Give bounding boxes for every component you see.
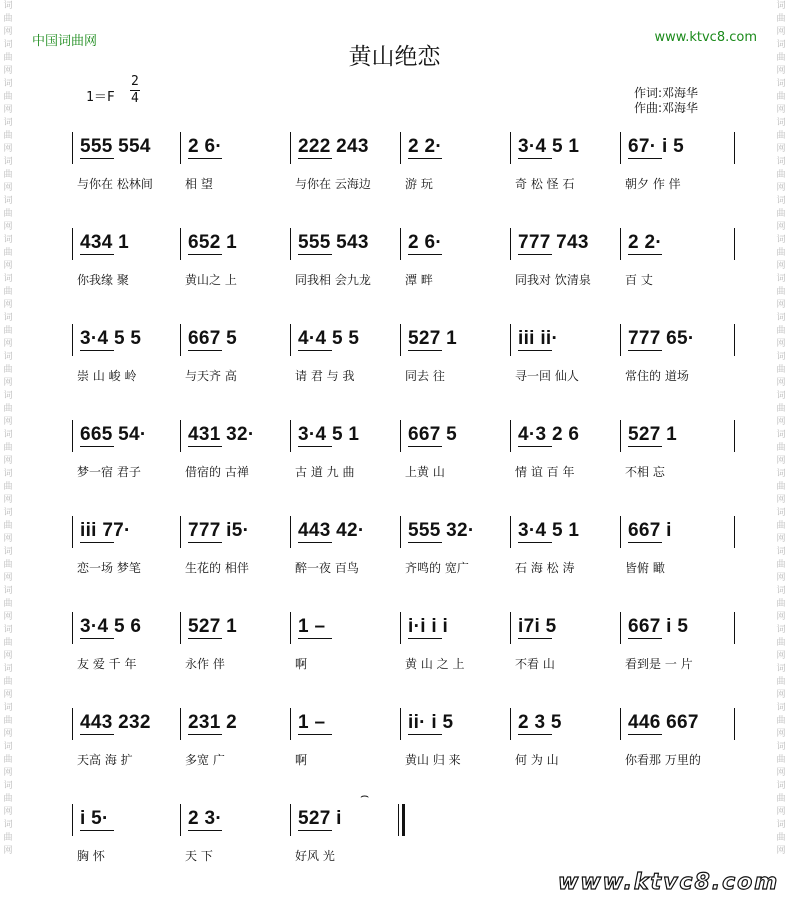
watermark-right: 词曲网词曲网词曲网词曲网词曲网词曲网词曲网词曲网词曲网词曲网词曲网词曲网词曲网词曲网词曲网词曲网词曲网词曲网词曲网词曲网词曲网词曲网 bbox=[776, 1, 786, 856]
barline bbox=[400, 612, 401, 644]
measure-lyrics: 奇 松 怪 石 bbox=[515, 177, 575, 191]
measure-notes: 665 54· bbox=[80, 424, 147, 445]
measure-lyrics: 天高 海 扩 bbox=[77, 753, 133, 767]
beam-underline bbox=[518, 542, 552, 543]
measure-notes: 2 3· bbox=[188, 808, 222, 829]
barline bbox=[290, 612, 291, 644]
measure-lyrics: 与你在 云海边 bbox=[295, 177, 371, 191]
barline bbox=[734, 228, 735, 260]
beam-underline bbox=[188, 446, 222, 447]
measure-lyrics: 不看 山 bbox=[515, 657, 555, 671]
barline bbox=[400, 228, 401, 260]
barline bbox=[180, 228, 181, 260]
barline bbox=[510, 228, 511, 260]
barline bbox=[398, 804, 399, 836]
final-barline bbox=[402, 804, 405, 836]
measure-notes: 667 5 bbox=[188, 328, 238, 349]
measure-lyrics: 潭 畔 bbox=[405, 273, 433, 287]
barline bbox=[734, 708, 735, 740]
staff-row bbox=[0, 418, 789, 488]
measure-notes: 443 232 bbox=[80, 712, 151, 733]
measure-notes: 555 32· bbox=[408, 520, 475, 541]
barline bbox=[290, 420, 291, 452]
beam-underline bbox=[408, 446, 442, 447]
measure-notes: 777 65· bbox=[628, 328, 695, 349]
key-signature: 1＝F bbox=[86, 90, 115, 105]
measure-lyrics: 借宿的 古禅 bbox=[185, 465, 249, 479]
measure-notes: 443 42· bbox=[298, 520, 365, 541]
barline bbox=[400, 420, 401, 452]
measure-notes: 3·4 5 1 bbox=[298, 424, 360, 445]
barline bbox=[72, 708, 73, 740]
song-title: 黄山绝恋 bbox=[348, 44, 441, 70]
measure-notes: 2 3 5 bbox=[518, 712, 562, 733]
barline bbox=[734, 132, 735, 164]
barline bbox=[180, 420, 181, 452]
measure-lyrics: 崇 山 峻 岭 bbox=[77, 369, 137, 383]
measure-lyrics: 梦一宿 君子 bbox=[77, 465, 141, 479]
measure-lyrics: 同去 往 bbox=[405, 369, 445, 383]
measure-lyrics: 皆俯 瞰 bbox=[625, 561, 665, 575]
measure-lyrics: 胸 怀 bbox=[77, 849, 105, 863]
measure-notes: 1 – bbox=[298, 712, 326, 733]
barline bbox=[180, 324, 181, 356]
measure-notes: 555 554 bbox=[80, 136, 151, 157]
measure-lyrics: 寻一回 仙人 bbox=[515, 369, 579, 383]
measure-lyrics: 与你在 松林间 bbox=[77, 177, 153, 191]
barline bbox=[290, 804, 291, 836]
beam-underline bbox=[298, 734, 332, 735]
barline bbox=[180, 516, 181, 548]
barline bbox=[290, 516, 291, 548]
measure-notes: 527 1 bbox=[188, 616, 238, 637]
beam-underline bbox=[188, 734, 222, 735]
barline bbox=[400, 516, 401, 548]
beam-underline bbox=[298, 638, 332, 639]
barline bbox=[510, 324, 511, 356]
measure-lyrics: 天 下 bbox=[185, 849, 213, 863]
barline bbox=[734, 612, 735, 644]
beam-underline bbox=[408, 734, 442, 735]
measure-lyrics: 永作 伴 bbox=[185, 657, 225, 671]
barline bbox=[620, 324, 621, 356]
measure-lyrics: 黄 山 之 上 bbox=[405, 657, 465, 671]
measure-lyrics: 上黄 山 bbox=[405, 465, 445, 479]
beam-underline bbox=[298, 350, 332, 351]
barline bbox=[72, 804, 73, 836]
barline bbox=[180, 804, 181, 836]
staff-row bbox=[0, 514, 789, 584]
measure-lyrics: 生花的 相伴 bbox=[185, 561, 249, 575]
time-signature bbox=[130, 74, 140, 107]
measure-notes: iii 77· bbox=[80, 520, 131, 541]
composer-credit: 作曲:邓海华 bbox=[634, 101, 699, 115]
barline bbox=[510, 132, 511, 164]
beam-underline bbox=[408, 158, 442, 159]
measure-notes: 527 1 bbox=[628, 424, 678, 445]
barline bbox=[510, 420, 511, 452]
measure-lyrics: 百 丈 bbox=[625, 273, 653, 287]
barline bbox=[72, 420, 73, 452]
measure-notes: 446 667 bbox=[628, 712, 699, 733]
barline bbox=[510, 708, 511, 740]
barline bbox=[734, 516, 735, 548]
measure-notes: 2 6· bbox=[188, 136, 222, 157]
barline bbox=[72, 612, 73, 644]
beam-underline bbox=[298, 830, 332, 831]
measure-notes: i7i 5 bbox=[518, 616, 557, 637]
measure-notes: 3·4 5 1 bbox=[518, 520, 580, 541]
beam-underline bbox=[628, 734, 662, 735]
barline bbox=[72, 228, 73, 260]
measure-notes: 527 i bbox=[298, 808, 342, 829]
barline bbox=[290, 228, 291, 260]
measure-lyrics: 不相 忘 bbox=[625, 465, 665, 479]
beam-underline bbox=[80, 446, 114, 447]
barline bbox=[734, 420, 735, 452]
beam-underline bbox=[80, 638, 114, 639]
measure-lyrics: 请 君 与 我 bbox=[295, 369, 355, 383]
beam-underline bbox=[188, 254, 222, 255]
barline bbox=[72, 516, 73, 548]
barline bbox=[510, 612, 511, 644]
measure-lyrics: 游 玩 bbox=[405, 177, 433, 191]
watermark-left: 词曲网词曲网词曲网词曲网词曲网词曲网词曲网词曲网词曲网词曲网词曲网词曲网词曲网词曲网词曲网词曲网词曲网词曲网词曲网词曲网词曲网词曲网 bbox=[3, 1, 13, 856]
beam-underline bbox=[188, 638, 222, 639]
measure-lyrics: 醉一夜 百鸟 bbox=[295, 561, 359, 575]
barline bbox=[400, 132, 401, 164]
site-name: 中国词曲网 bbox=[32, 34, 98, 49]
measure-notes: 667 5 bbox=[408, 424, 458, 445]
barline bbox=[510, 516, 511, 548]
measure-notes: 2 2· bbox=[628, 232, 662, 253]
beam-underline bbox=[518, 734, 552, 735]
measure-notes: 67· i 5 bbox=[628, 136, 684, 157]
site-logo bbox=[558, 870, 779, 895]
measure-lyrics: 你我缘 聚 bbox=[77, 273, 129, 287]
barline bbox=[290, 324, 291, 356]
barline bbox=[400, 708, 401, 740]
measure-lyrics: 情 谊 百 年 bbox=[515, 465, 575, 479]
measure-notes: 777 i5· bbox=[188, 520, 250, 541]
measure-lyrics: 友 爱 千 年 bbox=[77, 657, 137, 671]
measure-lyrics: 啊 bbox=[295, 657, 308, 671]
measure-notes: 667 i 5 bbox=[628, 616, 689, 637]
barline bbox=[620, 132, 621, 164]
beam-underline bbox=[628, 350, 662, 351]
site-logo-text: www.ktvc8.com bbox=[558, 870, 780, 895]
measure-lyrics: 看到是 一 片 bbox=[625, 657, 693, 671]
measure-notes: i·i i i bbox=[408, 616, 449, 637]
measure-notes: 3·4 5 5 bbox=[80, 328, 142, 349]
measure-lyrics: 齐鸣的 宽广 bbox=[405, 561, 469, 575]
beam-underline bbox=[628, 638, 662, 639]
barline bbox=[72, 324, 73, 356]
staff-row bbox=[0, 788, 789, 872]
barline bbox=[400, 324, 401, 356]
measure-notes: i 5· bbox=[80, 808, 109, 829]
barline bbox=[620, 420, 621, 452]
staff-row bbox=[0, 226, 789, 296]
beam-underline bbox=[188, 158, 222, 159]
measure-notes: 3·4 5 1 bbox=[518, 136, 580, 157]
measure-notes: 2 2· bbox=[408, 136, 442, 157]
measure-notes: 431 32· bbox=[188, 424, 255, 445]
measure-notes: 4·3 2 6 bbox=[518, 424, 580, 445]
barline bbox=[734, 324, 735, 356]
measure-lyrics: 啊 bbox=[295, 753, 308, 767]
site-url[interactable]: www.ktvc8.com bbox=[654, 30, 757, 45]
beam-underline bbox=[188, 830, 222, 831]
measure-lyrics: 多宽 广 bbox=[185, 753, 225, 767]
beam-underline bbox=[80, 734, 114, 735]
measure-notes: 1 – bbox=[298, 616, 326, 637]
measure-notes: 3·4 5 6 bbox=[80, 616, 142, 637]
beam-underline bbox=[298, 254, 332, 255]
measure-lyrics: 与天齐 高 bbox=[185, 369, 237, 383]
barline bbox=[620, 228, 621, 260]
barline bbox=[180, 708, 181, 740]
beam-underline bbox=[628, 254, 662, 255]
measure-notes: iii ii· bbox=[518, 328, 559, 349]
barline bbox=[620, 516, 621, 548]
beam-underline bbox=[408, 350, 442, 351]
measure-notes: 2 6· bbox=[408, 232, 442, 253]
measure-lyrics: 同我相 会九龙 bbox=[295, 273, 371, 287]
beam-underline bbox=[80, 254, 114, 255]
beam-underline bbox=[80, 830, 114, 831]
measure-notes: 222 243 bbox=[298, 136, 369, 157]
measure-lyrics: 黄山之 上 bbox=[185, 273, 237, 287]
beam-underline bbox=[628, 446, 662, 447]
measure-lyrics: 好风 光 bbox=[295, 849, 335, 863]
measure-notes: 4·4 5 5 bbox=[298, 328, 360, 349]
beam-underline bbox=[80, 542, 114, 543]
beam-underline bbox=[80, 350, 114, 351]
beam-underline bbox=[628, 542, 662, 543]
staff-row bbox=[0, 610, 789, 680]
beam-underline bbox=[628, 158, 662, 159]
beam-underline bbox=[408, 542, 442, 543]
measure-notes: 527 1 bbox=[408, 328, 458, 349]
barline bbox=[620, 612, 621, 644]
staff-row bbox=[0, 322, 789, 392]
beam-underline bbox=[518, 254, 552, 255]
time-signature-top: 2 bbox=[131, 74, 139, 89]
barline bbox=[620, 708, 621, 740]
staff-row bbox=[0, 130, 789, 200]
beam-underline bbox=[188, 542, 222, 543]
lyricist-credit: 作词:邓海华 bbox=[634, 86, 699, 100]
beam-underline bbox=[408, 254, 442, 255]
beam-underline bbox=[298, 446, 332, 447]
barline bbox=[72, 132, 73, 164]
measure-lyrics: 相 望 bbox=[185, 177, 213, 191]
measure-notes: 434 1 bbox=[80, 232, 130, 253]
measure-lyrics: 何 为 山 bbox=[515, 753, 559, 767]
measure-lyrics: 黄山 归 来 bbox=[405, 753, 461, 767]
fermata-icon: ⌢ bbox=[360, 788, 370, 804]
measure-notes: ii· i 5 bbox=[408, 712, 454, 733]
beam-underline bbox=[298, 158, 332, 159]
measure-notes: 555 543 bbox=[298, 232, 369, 253]
beam-underline bbox=[298, 542, 332, 543]
barline bbox=[180, 612, 181, 644]
beam-underline bbox=[518, 350, 552, 351]
measure-lyrics: 常住的 道场 bbox=[625, 369, 689, 383]
measure-lyrics: 古 道 九 曲 bbox=[295, 465, 355, 479]
measure-lyrics: 朝夕 作 伴 bbox=[625, 177, 681, 191]
measure-notes: 667 i bbox=[628, 520, 672, 541]
staff-row bbox=[0, 706, 789, 776]
measure-lyrics: 石 海 松 涛 bbox=[515, 561, 575, 575]
beam-underline bbox=[408, 638, 442, 639]
beam-underline bbox=[80, 158, 114, 159]
beam-underline bbox=[518, 638, 552, 639]
barline bbox=[290, 708, 291, 740]
measure-notes: 652 1 bbox=[188, 232, 238, 253]
measure-lyrics: 恋一场 梦笔 bbox=[77, 561, 141, 575]
measure-notes: 777 743 bbox=[518, 232, 589, 253]
beam-underline bbox=[518, 158, 552, 159]
beam-underline bbox=[188, 350, 222, 351]
measure-lyrics: 你看那 万里的 bbox=[625, 753, 701, 767]
barline bbox=[290, 132, 291, 164]
measure-lyrics: 同我对 饮清泉 bbox=[515, 273, 591, 287]
measure-notes: 231 2 bbox=[188, 712, 238, 733]
time-signature-bottom: 4 bbox=[131, 91, 139, 106]
beam-underline bbox=[518, 446, 552, 447]
barline bbox=[180, 132, 181, 164]
